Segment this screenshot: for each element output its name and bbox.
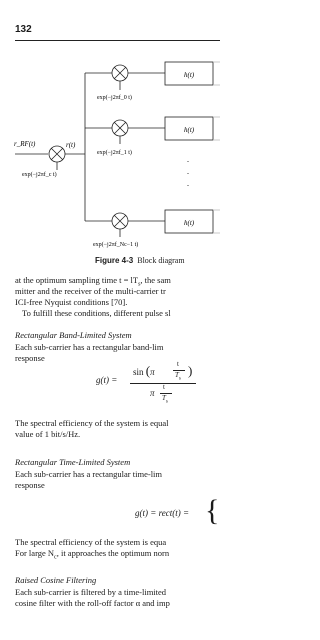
ellipsis-dot-1: . (187, 155, 189, 164)
body-line: Each sub-carrier is filtered by a time-limited (15, 587, 167, 597)
equation-ts: $T_s$ (175, 371, 181, 382)
body-line: at the optimum sampling time $t = lT_s$, the sam (15, 275, 171, 288)
equation-t-num: t (177, 360, 179, 368)
body-line: response (15, 353, 45, 363)
figure-label: Figure 4-3 (95, 256, 134, 265)
body-line: Each sub-carrier has a rectangular time-lim (15, 469, 163, 479)
body-line: ICI-free Nyquist conditions [70]. (15, 297, 128, 307)
ellipsis-dot-2: . (187, 167, 189, 176)
ellipsis-dot-3: . (187, 179, 189, 188)
body-line: To fulfill these conditions, different pulse sl (22, 308, 171, 318)
carrier-label: exp(−j2πf_c t) (22, 172, 57, 178)
body-line: For large $N_c$, it approaches the optimum norn (15, 548, 170, 561)
branch-label-1: exp(−j2πf_1 t) (97, 150, 132, 156)
filter-label-last: h(t) (184, 219, 195, 227)
block-diagram (0, 44, 220, 254)
input-label: r_RF(t) (14, 140, 36, 148)
branch-label-last: exp(−j2πf_Nc−1 t) (93, 242, 139, 248)
body-line: mitter and the receiver of the multi-carrier tr (15, 286, 166, 296)
equation-brace: { (205, 494, 220, 527)
filter-label-0: h(t) (184, 71, 195, 79)
branch-label-0: exp(−j2πf_0 t) (97, 95, 132, 101)
header-rule (15, 40, 220, 41)
page-number: 132 (15, 24, 32, 35)
equation-ts-den: $T_s$ (162, 394, 168, 405)
figure-caption (95, 256, 185, 265)
equation-paren: ) (188, 363, 193, 378)
filter-label-1: h(t) (184, 126, 195, 134)
equation-denominator: π (150, 388, 155, 398)
node-label: r(t) (66, 141, 76, 149)
equation-rect: g(t) = rect(t) = (135, 508, 190, 518)
body-line: cosine filter with the roll-off factor α and imp (15, 598, 170, 608)
equation-numerator: sin (π (133, 363, 155, 378)
body-line: value of 1 bit/s/Hz. (15, 429, 81, 439)
equation-t-den: t (163, 383, 165, 391)
body-line: The spectral efficiency of the system is equal (15, 418, 169, 428)
body-line: The spectral efficiency of the system is equa (15, 537, 167, 547)
equation-lhs: g(t) = (96, 375, 118, 385)
section-heading: Rectangular Band-Limited System (15, 330, 132, 340)
body-line: response (15, 480, 45, 490)
figure-caption-text: Block diagram (137, 256, 185, 265)
section-heading: Raised Cosine Filtering (15, 575, 97, 585)
body-line: Each sub-carrier has a rectangular band-lim (15, 342, 164, 352)
section-heading: Rectangular Time-Limited System (15, 457, 131, 467)
